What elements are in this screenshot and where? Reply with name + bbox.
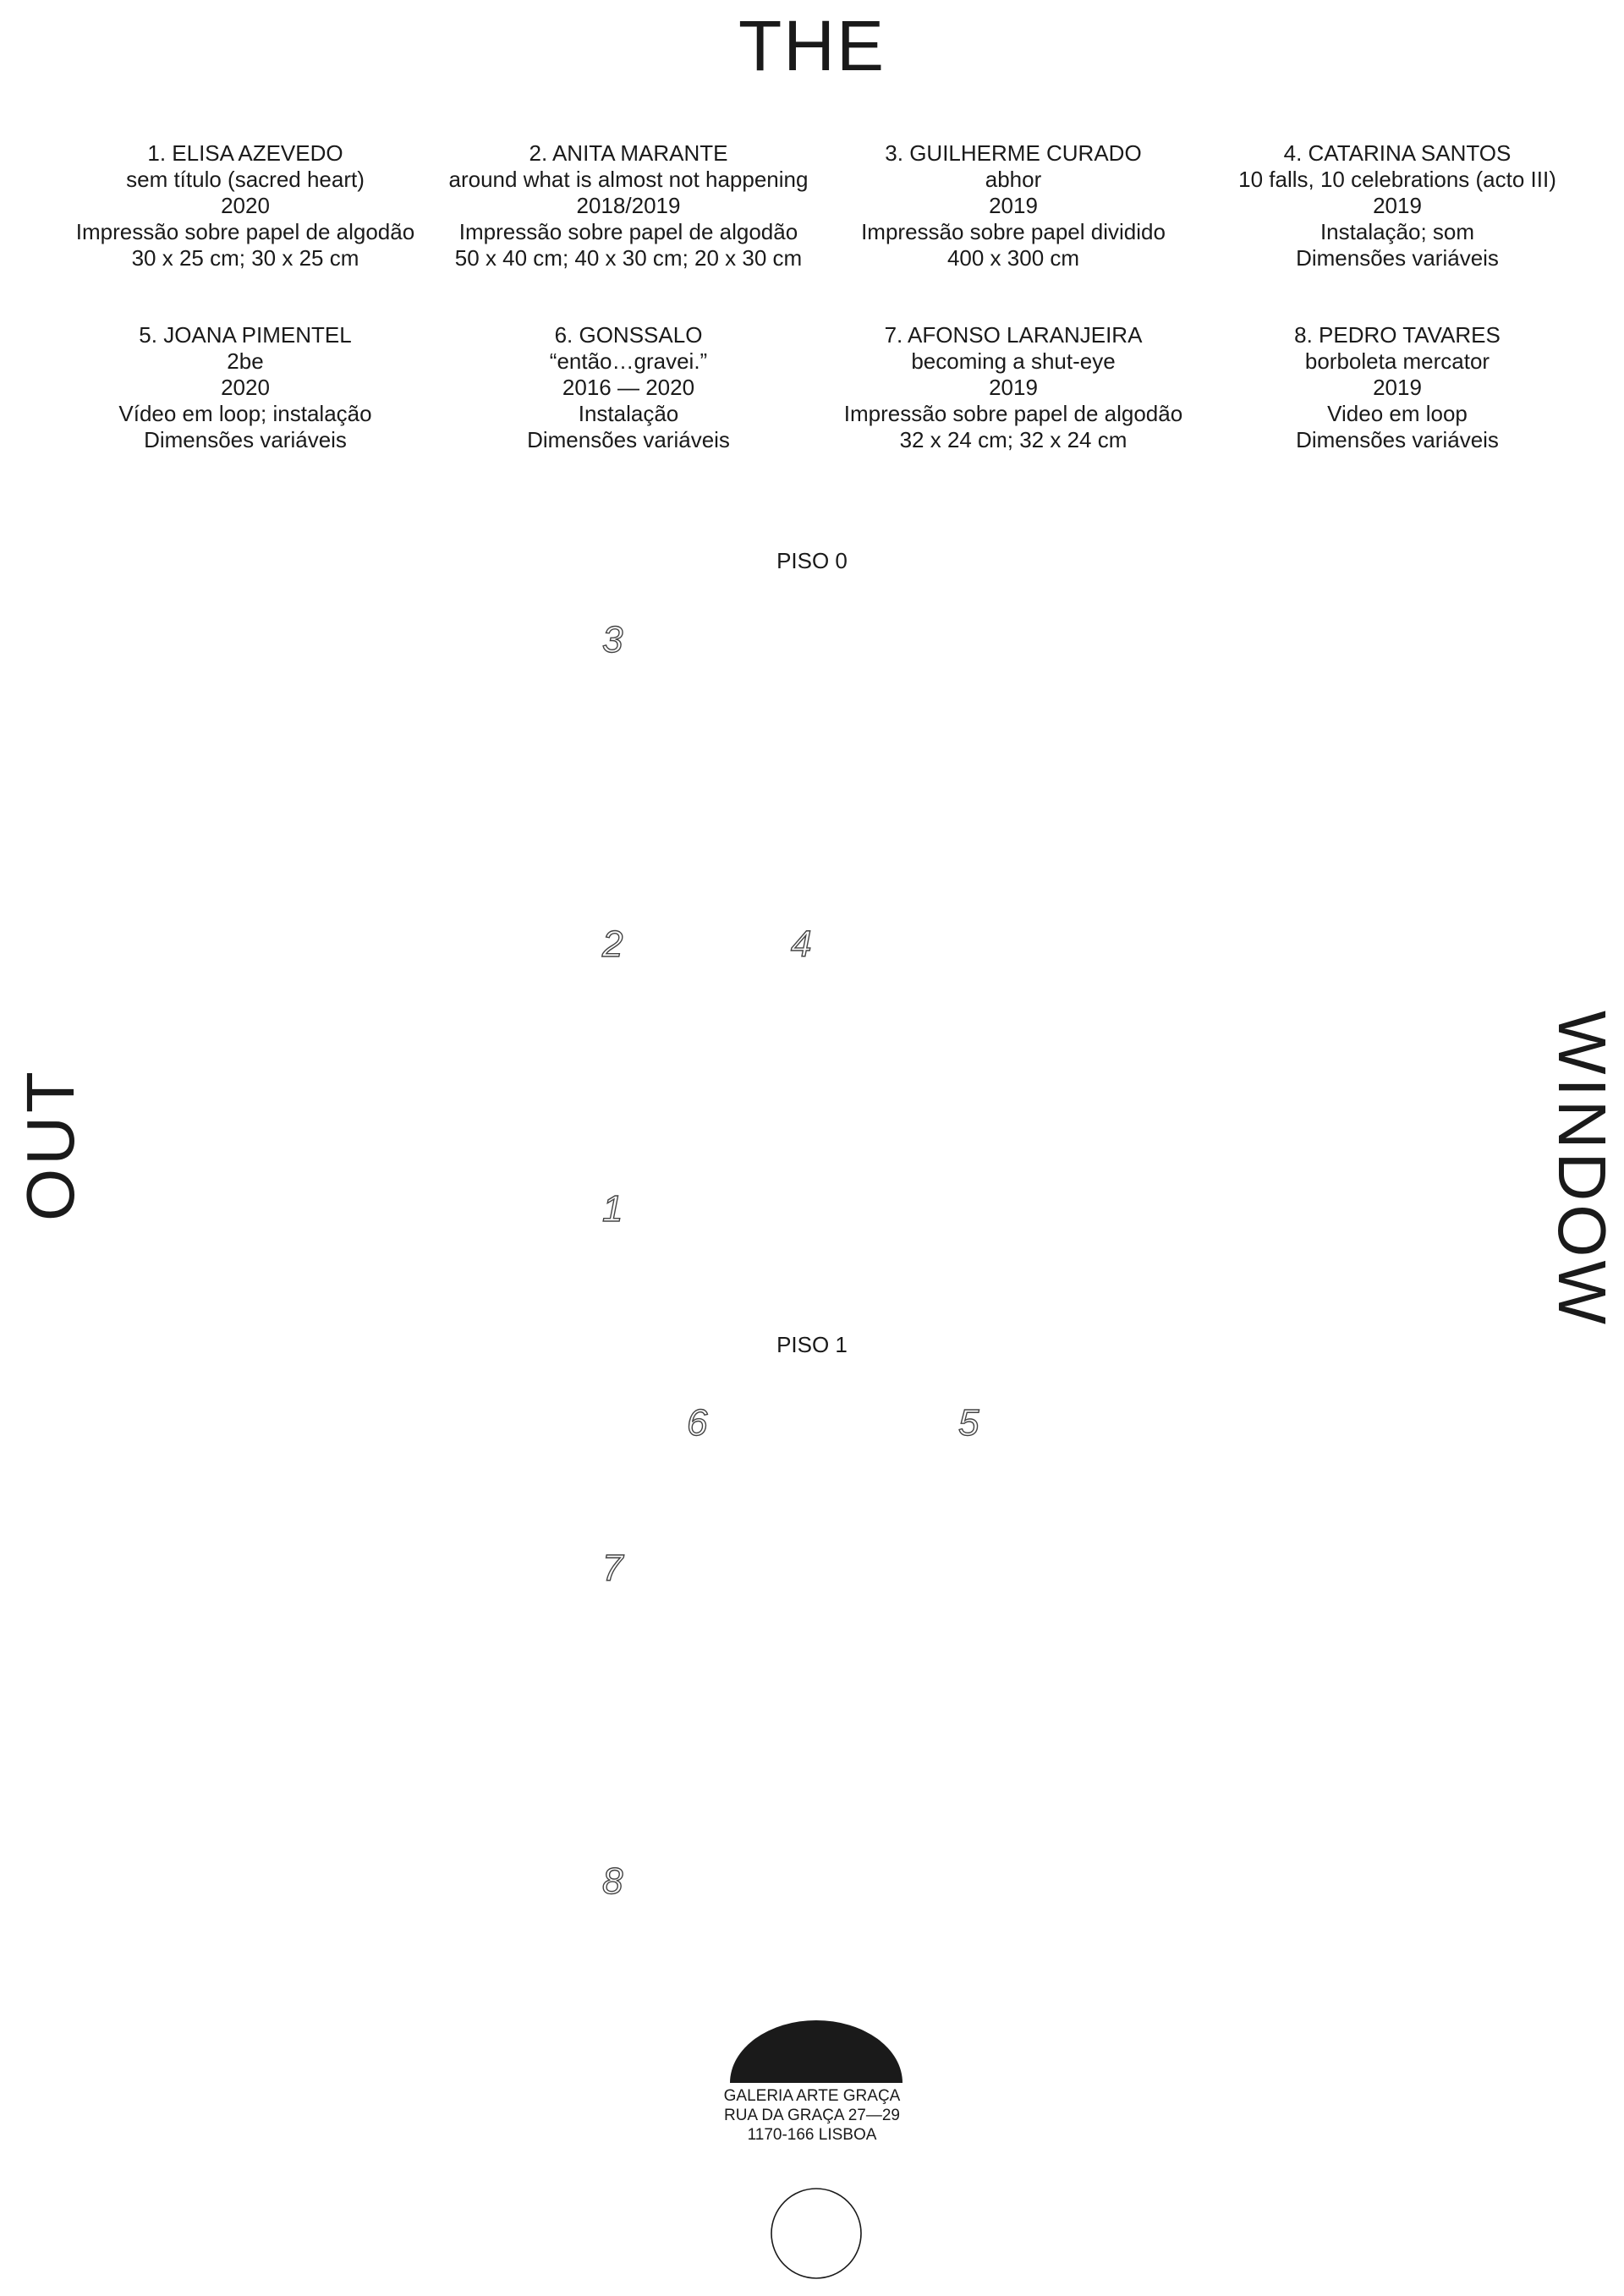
work-title: around what is almost not happening [448,167,809,192]
work-dimensions: 30 x 25 cm; 30 x 25 cm [131,245,359,271]
page-title: THE [738,6,886,85]
gallery-city: 1170-166 LISBOA [747,2126,877,2144]
work-year: 2019 [989,375,1038,400]
work-entry-1 [47,140,444,271]
work-medium: Impressão sobre papel de algodão [458,219,798,244]
work-entry-2 [430,140,827,271]
floor-marker-4: 4 [791,923,812,965]
side-word-window-text: WINDOW [1544,1011,1620,1329]
floor-marker-5: 5 [958,1402,979,1444]
floor-marker-7: 7 [602,1548,623,1589]
work-title: abhor [985,167,1042,192]
work-artist: 1. ELISA AZEVEDO [147,140,343,166]
work-artist: 6. GONSSALO [554,322,703,348]
side-word-out [13,1068,88,1221]
work-entry-5 [47,322,444,453]
floor-label-piso-0: PISO 0 [776,548,848,573]
work-dimensions: 50 x 40 cm; 40 x 30 cm; 20 x 30 cm [454,245,803,271]
gallery-street: RUA DA GRAÇA 27—29 [723,2107,901,2124]
work-artist: 5. JOANA PIMENTEL [139,322,352,348]
work-artist: 4. CATARINA SANTOS [1283,140,1512,166]
gallery-logo-half-circle [730,2020,903,2083]
work-title: “então…gravei.” [549,348,708,374]
work-year: 2020 [221,193,270,218]
work-dimensions: Dimensões variáveis [1296,245,1499,271]
work-artist: 8. PEDRO TAVARES [1294,322,1501,348]
work-year: 2019 [1373,193,1422,218]
work-entry-7 [815,322,1212,453]
work-medium: Impressão sobre papel de algodão [75,219,415,244]
floor-label-piso-1: PISO 1 [776,1332,848,1357]
work-year: 2019 [989,193,1038,218]
floor-marker-2: 2 [602,923,623,965]
floor-marker-6: 6 [687,1402,708,1444]
work-dimensions: 400 x 300 cm [946,245,1080,271]
work-artist: 7. AFONSO LARANJEIRA [884,322,1143,348]
work-entry-8 [1199,322,1596,453]
gallery-name: GALERIA ARTE GRAÇA [723,2087,901,2105]
work-artist: 2. ANITA MARANTE [529,140,728,166]
floor-marker-3: 3 [602,619,623,660]
work-title: becoming a shut-eye [911,348,1116,374]
work-dimensions: Dimensões variáveis [527,427,730,452]
floor-marker-8: 8 [602,1860,623,1902]
gallery-address-block [0,2086,1624,2145]
work-medium: Video em loop [1327,401,1468,426]
work-dimensions: Dimensões variáveis [144,427,347,452]
work-entry-6 [430,322,827,453]
gallery-logo-circle [770,2187,863,2280]
work-entry-4 [1199,140,1596,271]
work-title: 10 falls, 10 celebrations (acto III) [1238,167,1556,192]
work-artist: 3. GUILHERME CURADO [885,140,1142,166]
work-medium: Vídeo em loop; instalação [118,401,372,426]
work-medium: Impressão sobre papel dividido [861,219,1166,244]
work-title: borboleta mercator [1304,348,1490,374]
work-dimensions: 32 x 24 cm; 32 x 24 cm [899,427,1127,452]
work-title: 2be [227,348,264,374]
work-title: sem título (sacred heart) [126,167,365,192]
work-dimensions: Dimensões variáveis [1296,427,1499,452]
side-word-out-text: OUT [13,1068,88,1221]
work-medium: Instalação [578,401,679,426]
work-medium: Impressão sobre papel de algodão [843,401,1183,426]
work-year: 2016 — 2020 [562,375,695,400]
side-word-window [1544,1011,1620,1329]
work-entry-3 [815,140,1212,271]
work-medium: Instalação; som [1320,219,1475,244]
work-year: 2020 [221,375,270,400]
work-year: 2018/2019 [576,193,681,218]
work-year: 2019 [1373,375,1422,400]
floor-marker-1: 1 [602,1188,623,1230]
